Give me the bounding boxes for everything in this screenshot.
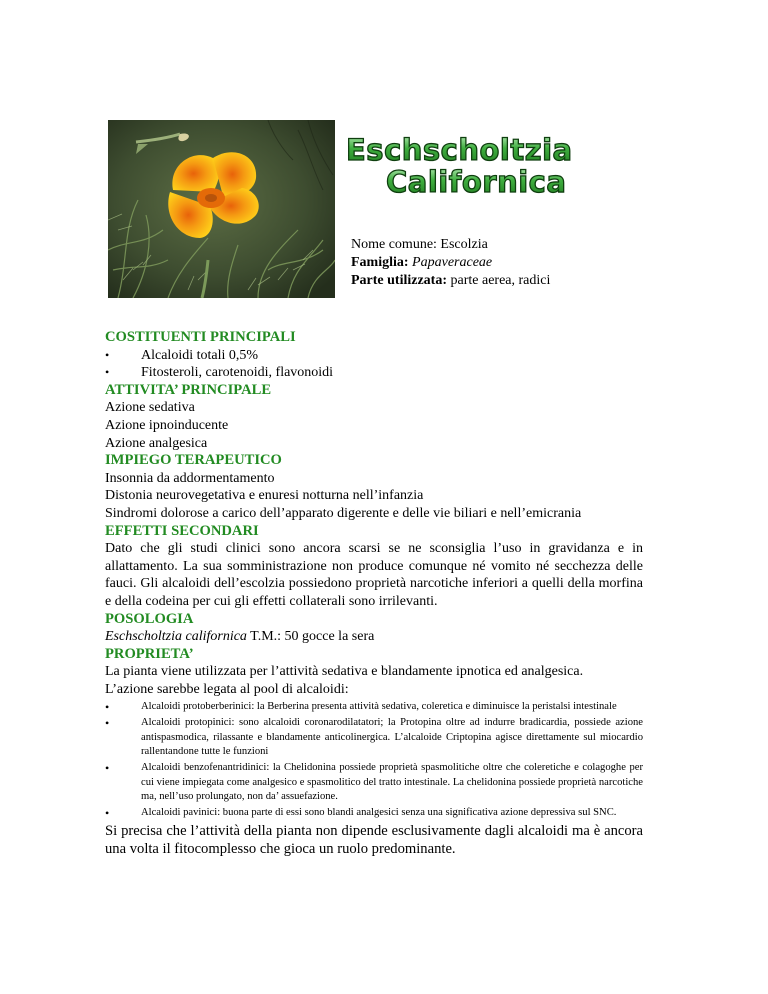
list-item: • Alcaloidi protopinici: sono alcaloidi coronarodilatatori; la Protopina oltre ad indurre bradicardia, possiede azione antispasmodica, rilassante e blandamente anticolinergica. L’alcaloide Criptopina agisce direttamente sul miocardio rallentandone tutte le funzioni: [105, 716, 643, 759]
activity-line: Azione sedativa: [105, 400, 195, 416]
used-part-row: [351, 272, 550, 290]
dosage-line: [105, 628, 643, 646]
activity-line: Azione analgesica: [105, 435, 208, 451]
section-heading-side-effects: EFFETTI SECONDARI: [105, 522, 259, 539]
list-item: • Alcaloidi benzofenantridinici: la Chelidonina possiede proprietà spasmolitiche oltre che coleretiche e colagoghe per cui viene impiegata come analgesico e spasmolitico del tratto intestinale. La chelidonina possiede proprietà narcotiche ma, nell’uso prolungato, non da’ assuefazione.: [105, 761, 643, 804]
page-title: [344, 132, 644, 202]
title-line-1: Eschscholtzia: [346, 133, 573, 167]
used-part-value: parte aerea, radici: [450, 273, 551, 288]
family-row: [351, 254, 550, 272]
section-heading-use: IMPIEGO TERAPEUTICO: [105, 452, 282, 469]
section-heading-constituents: COSTITUENTI PRINCIPALI: [105, 329, 296, 345]
constituents-list: [105, 347, 643, 382]
use-line: Distonia neurovegetativa e enuresi notturna nell’infanzia: [105, 488, 424, 504]
list-item: • Alcaloidi protoberberinici: la Berberina presenta attività sedativa, coleretica e diminuisce la peristalsi intestinale: [105, 700, 643, 714]
plant-identification: [351, 236, 550, 290]
dosage-text: T.M.: 50 gocce la sera: [246, 629, 375, 645]
section-heading-dosage: POSOLOGIA: [105, 610, 194, 627]
activity-line: Azione ipnoinducente: [105, 417, 229, 433]
used-part-label: Parte utilizzata:: [351, 273, 448, 288]
properties-closing: Si precisa che l’attività della pianta non dipende esclusivamente dagli alcaloidi ma è ancora una volta il fitocomplesso che gioca un ruolo predominante.: [105, 823, 643, 858]
section-heading-properties: PROPRIETA’: [105, 645, 194, 662]
list-item: • Fitosteroli, carotenoidi, flavonoidi: [105, 364, 643, 382]
section-heading-activity: ATTIVITA’ PRINCIPALE: [105, 381, 272, 398]
use-line: Insonnia da addormentamento: [105, 470, 275, 486]
list-item: • Alcaloidi totali 0,5%: [105, 347, 643, 365]
alkaloids-list: [105, 700, 643, 820]
properties-intro: L’azione sarebbe legata al pool di alcaloidi:: [105, 681, 349, 697]
poppy-flower-photo: [108, 120, 335, 298]
properties-intro: La pianta viene utilizzata per l’attività sedativa e blandamente ipnotica ed analgesica.: [105, 664, 584, 680]
family-label: Famiglia:: [351, 255, 409, 270]
title-line-2: Californica: [386, 165, 567, 199]
common-name: Nome comune: Escolzia: [351, 237, 488, 252]
dosage-species: Eschscholtzia californica: [105, 629, 247, 645]
family-value: Papaveraceae: [412, 255, 493, 270]
main-content: [105, 329, 643, 858]
side-effects-text: Dato che gli studi clinici sono ancora scarsi se ne sconsiglia l’uso in gravidanza e in allattamento. La sua somministrazione non produce comunque né vomito né secchezza delle fauci. Gli alcaloidi dell’escolzia possiedono proprietà narcotiche inferiori a quelli della morfina e della codeina per cui gli effetti collaterali sono irrilevanti.: [105, 541, 643, 609]
use-line: Sindromi dolorose a carico dell’apparato digerente e delle vie biliari e nell’emicrania: [105, 505, 582, 521]
list-item: • Alcaloidi pavinici: buona parte di essi sono blandi analgesici senza una significativa azione depressiva sul SNC.: [105, 806, 643, 820]
